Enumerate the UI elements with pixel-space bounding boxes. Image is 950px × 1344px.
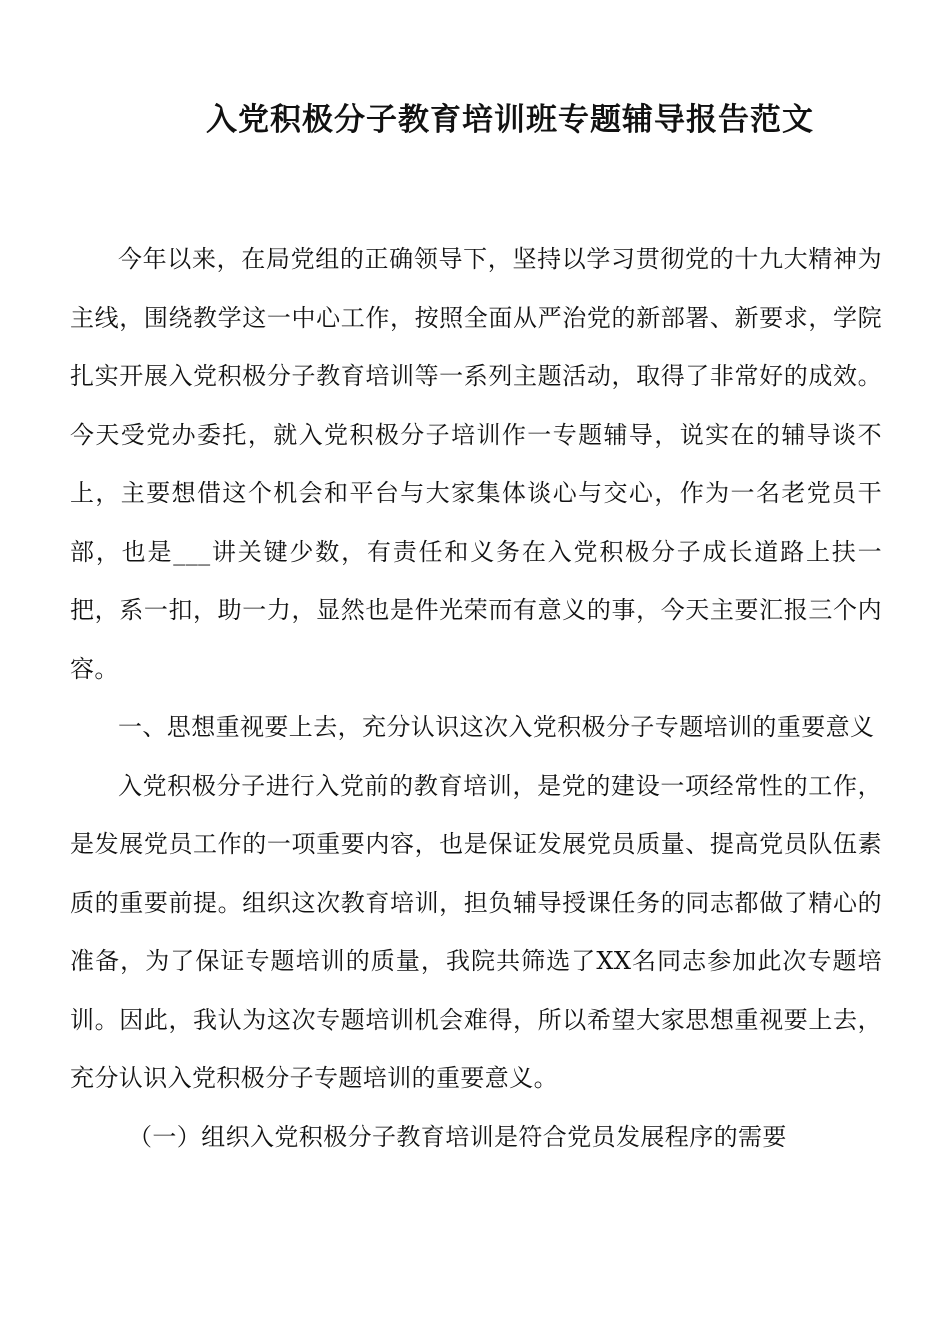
document-title: 入党积极分子教育培训班专题辅导报告范文: [206, 102, 814, 138]
paragraph-section-1: 入党积极分子进行入党前的教育培训，是党的建设一项经常性的工作，是发展党员工作的一项重要内容，也是保证发展党员质量、提高党员队伍素质的重要前提。组织这次教育培训，担负辅导授课任务的同志都做了精心的准备，为了保证专题培训的质量，我院共筛选了XX名同志参加此次专题培训。因此，我认为这次专题培训机会难得，所以希望大家思想重视要上去，充分认识入党积极分子专题培训的重要意义。: [70, 771, 882, 1092]
section-heading-1: 一、思想重视要上去，充分认识这次入党积极分子专题培训的重要意义: [118, 713, 875, 741]
paragraph-intro: 今年以来，在局党组的正确领导下，坚持以学习贯彻党的十九大精神为主线，围绕教学这一中心工作，按照全面从严治党的新部署、新要求，学院扎实开展入党积极分子教育培训等一系列主题活动，取得了非常好的成效。今天受党办委托，就入党积极分子培训作一专题辅导，说实在的辅导谈不上，主要想借这个机会和平台与大家集体谈心与交心，作为一名老党员干部，也是___讲关键少数，有责任和义务在入党积极分子成长道路上扶一把，系一扣，助一力，显然也是件光荣而有意义的事，今天主要汇报三个内容。: [70, 245, 882, 683]
document-body: [70, 230, 882, 1166]
subsection-heading-1: （一）组织入党积极分子教育培训是符合党员发展程序的需要: [128, 1122, 787, 1151]
